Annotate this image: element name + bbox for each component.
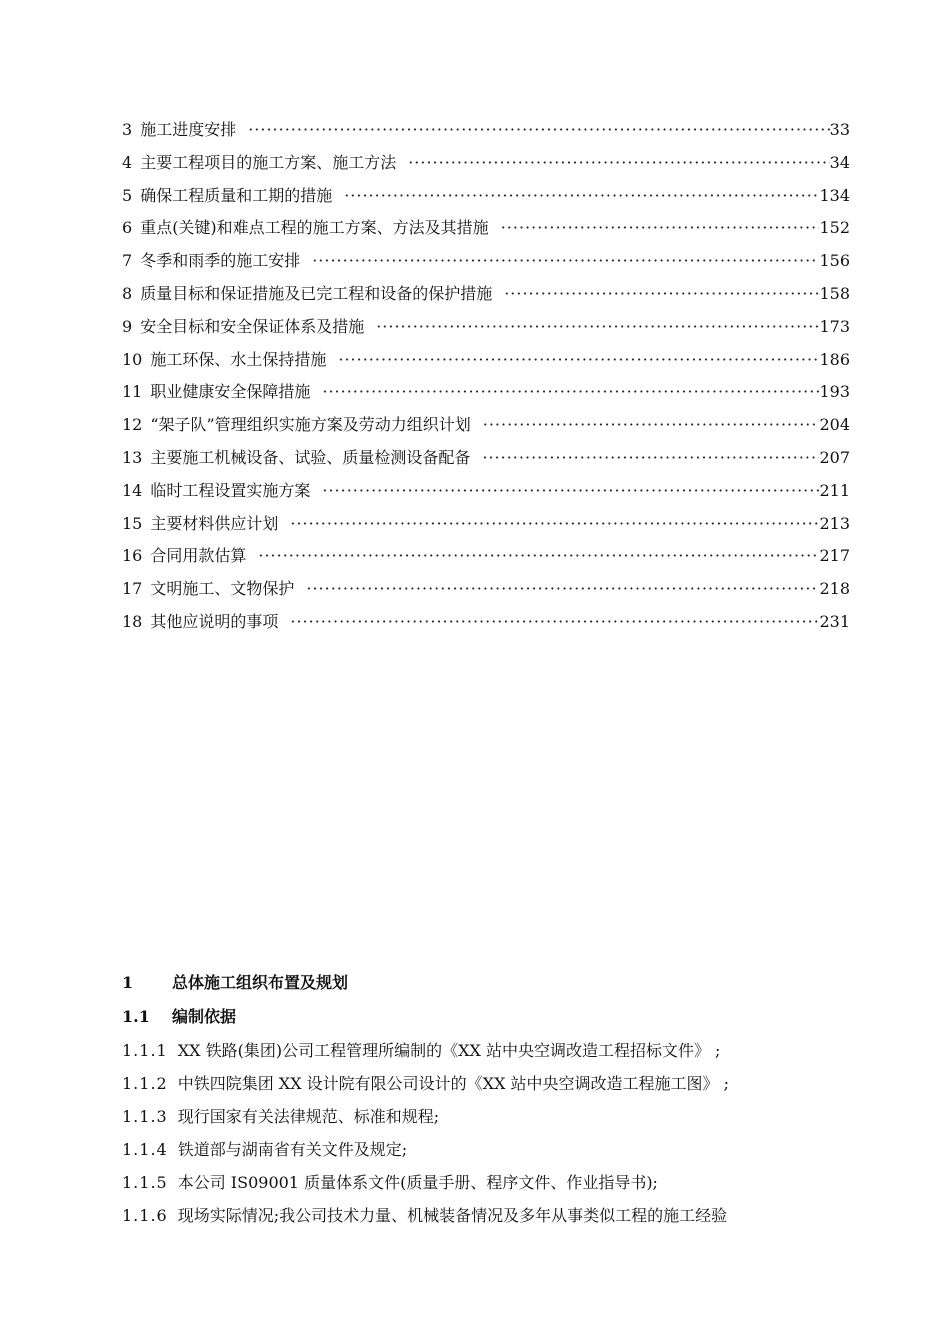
toc-entry-number: 7 — [122, 251, 133, 271]
toc-entry-number: 12 — [122, 415, 143, 435]
toc-entry-title: 文明施工、文物保护 — [150, 579, 295, 599]
subsection-heading — [122, 1004, 862, 1038]
toc-entry[interactable] — [122, 576, 850, 609]
toc-dot-leader — [306, 579, 819, 598]
toc-entry-page: 213 — [819, 513, 850, 533]
toc-entry-title: “架子队”管理组织实施方案及劳动力组织计划 — [150, 415, 471, 435]
toc-entry-number: 5 — [122, 185, 133, 205]
toc-entry-number: 9 — [122, 316, 133, 336]
list-item-text: 铁道部与湖南省有关文件及规定; — [177, 1140, 408, 1159]
toc-entry[interactable] — [122, 609, 850, 642]
toc-entry-title: 主要材料供应计划 — [150, 513, 279, 533]
toc-entry-page: 211 — [819, 480, 850, 500]
section-number: 1 — [122, 973, 134, 992]
toc-entry[interactable] — [122, 183, 850, 216]
toc-dot-leader — [322, 382, 819, 401]
toc-entry-title: 职业健康安全保障措施 — [150, 382, 311, 402]
list-item-number: 1.1.6 — [122, 1206, 168, 1225]
toc-dot-leader — [248, 120, 829, 139]
toc-entry-number: 8 — [122, 283, 133, 303]
toc-entry[interactable] — [122, 379, 850, 412]
toc-dot-leader — [338, 350, 819, 369]
toc-entry-number: 3 — [122, 120, 133, 139]
table-of-contents — [122, 117, 850, 642]
list-item-number: 1.1.2 — [122, 1074, 168, 1093]
toc-entry[interactable] — [122, 281, 850, 314]
toc-entry-page: 217 — [819, 546, 850, 566]
toc-entry-page: 204 — [819, 415, 850, 435]
toc-entry[interactable] — [122, 445, 850, 478]
toc-entry[interactable] — [122, 314, 850, 347]
toc-entry-title: 重点(关键)和难点工程的施工方案、方法及其措施 — [140, 218, 489, 238]
toc-dot-leader — [290, 514, 819, 533]
toc-entry[interactable] — [122, 478, 850, 511]
toc-entry[interactable] — [122, 347, 850, 380]
toc-entry-page: 218 — [819, 579, 850, 599]
toc-entry-title: 施工环保、水土保持措施 — [150, 349, 327, 369]
section-title: 总体施工组织布置及规划 — [172, 973, 349, 992]
toc-entry-page: 34 — [829, 152, 850, 172]
toc-dot-leader — [408, 153, 829, 172]
toc-entry-page: 134 — [819, 185, 850, 205]
toc-dot-leader — [290, 612, 819, 631]
toc-dot-leader — [483, 415, 820, 434]
subsection-number: 1.1 — [122, 1007, 150, 1026]
toc-dot-leader — [504, 284, 819, 303]
toc-entry-number: 15 — [122, 513, 143, 533]
toc-entry-page: 186 — [819, 349, 850, 369]
toc-entry-page: 33 — [829, 120, 850, 139]
toc-entry-number: 11 — [122, 382, 143, 402]
toc-entry-page: 193 — [819, 382, 850, 402]
list-item — [122, 1137, 862, 1170]
toc-dot-leader — [322, 481, 819, 500]
toc-entry[interactable] — [122, 412, 850, 445]
list-item-number: 1.1.1 — [122, 1041, 168, 1060]
toc-entry-title: 确保工程质量和工期的措施 — [140, 185, 333, 205]
section-1 — [122, 970, 862, 1236]
list-item — [122, 1071, 862, 1104]
toc-entry-page: 156 — [819, 251, 850, 271]
toc-entry-number: 4 — [122, 152, 133, 172]
toc-dot-leader — [482, 448, 819, 467]
toc-entry-page: 152 — [819, 218, 850, 238]
subsection-title: 编制依据 — [172, 1007, 237, 1026]
toc-entry-title: 主要施工机械设备、试验、质量检测设备配备 — [150, 447, 471, 467]
toc-entry-number: 10 — [122, 349, 143, 369]
toc-entry-number: 14 — [122, 480, 143, 500]
list-item-text: 现行国家有关法律规范、标准和规程; — [177, 1107, 440, 1126]
list-item-text: 本公司 IS09001 质量体系文件(质量手册、程序文件、作业指导书); — [177, 1173, 658, 1192]
toc-entry[interactable] — [122, 150, 850, 183]
list-item-text: XX 铁路(集团)公司工程管理所编制的《XX 站中央空调改造工程招标文件》 ; — [177, 1041, 721, 1060]
toc-dot-leader — [501, 218, 820, 237]
toc-entry[interactable] — [122, 543, 850, 576]
toc-entry-number: 6 — [122, 218, 133, 238]
toc-dot-leader — [344, 186, 819, 205]
list-item — [122, 1203, 862, 1236]
toc-entry-title: 施工进度安排 — [140, 120, 237, 139]
list-item-text: 中铁四院集团 XX 设计院有限公司设计的《XX 站中央空调改造工程施工图》 ; — [177, 1074, 730, 1093]
toc-dot-leader — [312, 251, 819, 270]
list-item — [122, 1104, 862, 1137]
toc-dot-leader — [376, 317, 819, 336]
toc-entry-title: 临时工程设置实施方案 — [150, 480, 311, 500]
list-item-number: 1.1.3 — [122, 1107, 168, 1126]
list-item-text: 现场实际情况;我公司技术力量、机械装备情况及多年从事类似工程的施工经验 — [177, 1206, 728, 1225]
toc-dot-leader — [258, 546, 819, 565]
toc-entry[interactable] — [122, 215, 850, 248]
toc-entry[interactable] — [122, 117, 850, 150]
toc-entry-title: 合同用款估算 — [150, 546, 247, 566]
list-item-number: 1.1.5 — [122, 1173, 168, 1192]
toc-entry-number: 17 — [122, 579, 143, 599]
toc-entry-page: 207 — [819, 447, 850, 467]
toc-entry-title: 冬季和雨季的施工安排 — [140, 251, 301, 271]
toc-entry-title: 主要工程项目的施工方案、施工方法 — [140, 152, 397, 172]
list-item-number: 1.1.4 — [122, 1140, 168, 1159]
toc-entry-title: 其他应说明的事项 — [150, 611, 279, 631]
toc-entry-number: 13 — [122, 447, 143, 467]
toc-entry-page: 231 — [819, 611, 850, 631]
toc-entry-page: 173 — [819, 316, 850, 336]
toc-entry-page: 158 — [819, 283, 850, 303]
section-heading — [122, 970, 862, 1000]
toc-entry[interactable] — [122, 511, 850, 544]
list-item — [122, 1170, 862, 1203]
toc-entry[interactable] — [122, 248, 850, 281]
list-item — [122, 1038, 862, 1071]
basis-list — [122, 1038, 862, 1236]
toc-entry-title: 质量目标和保证措施及已完工程和设备的保护措施 — [140, 283, 493, 303]
toc-entry-number: 16 — [122, 546, 143, 566]
toc-entry-title: 安全目标和安全保证体系及措施 — [140, 316, 365, 336]
toc-entry-number: 18 — [122, 611, 143, 631]
